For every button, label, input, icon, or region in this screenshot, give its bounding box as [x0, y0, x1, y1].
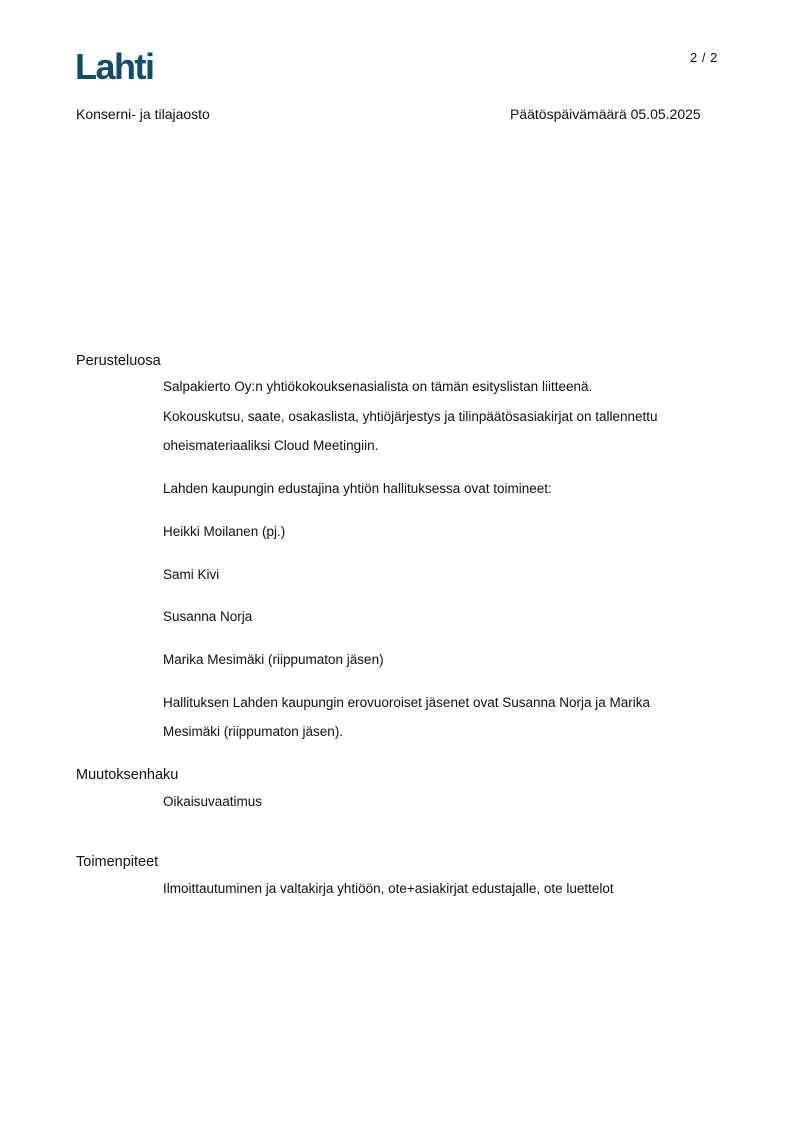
muutoksenhaku-text: Oikaisuvaatimus	[163, 794, 263, 809]
page-number: 2 / 2	[690, 50, 718, 65]
organization-name: Konserni- ja tilajaosto	[76, 106, 210, 122]
board-member-item: Susanna Norja	[163, 609, 253, 624]
perustelu-line: oheismateriaaliksi Cloud Meetingiin.	[163, 438, 379, 453]
perustelu-line: Salpakierto Oy:n yhtiökokouksenasialista on tämän esityslistan liitteenä.	[163, 379, 593, 394]
perustelu-line: Kokouskutsu, saate, osakaslista, yhtiöjärjestys ja tilinpäätösasiakirjat on tallennettu	[163, 409, 658, 424]
board-member-item: Heikki Moilanen (pj.)	[163, 524, 286, 539]
board-member-item: Sami Kivi	[163, 567, 220, 582]
perustelu-line: Lahden kaupungin edustajina yhtiön hallituksessa ovat toimineet:	[163, 481, 552, 496]
svg-text:Lahti: Lahti	[75, 46, 154, 82]
perustelu-line: Hallituksen Lahden kaupungin erovuoroiset jäsenet ovat Susanna Norja ja Marika	[163, 695, 651, 710]
toimenpiteet-text: Ilmoittautuminen ja valtakirja yhtiöön, ote+asiakirjat edustajalle, ote luettelot	[163, 881, 614, 896]
section-heading-muutoksenhaku: Muutoksenhaku	[76, 767, 179, 783]
section-heading-toimenpiteet: Toimenpiteet	[76, 854, 159, 870]
lahti-logo	[75, 46, 167, 82]
lahti-logo-mark	[75, 46, 167, 82]
board-member-item: Marika Mesimäki (riippumaton jäsen)	[163, 652, 384, 667]
decision-date: Päätöspäivämäärä 05.05.2025	[510, 106, 701, 122]
perustelu-line: Mesimäki (riippumaton jäsen).	[163, 724, 344, 739]
section-heading-perusteluosa: Perusteluosa	[76, 353, 161, 369]
